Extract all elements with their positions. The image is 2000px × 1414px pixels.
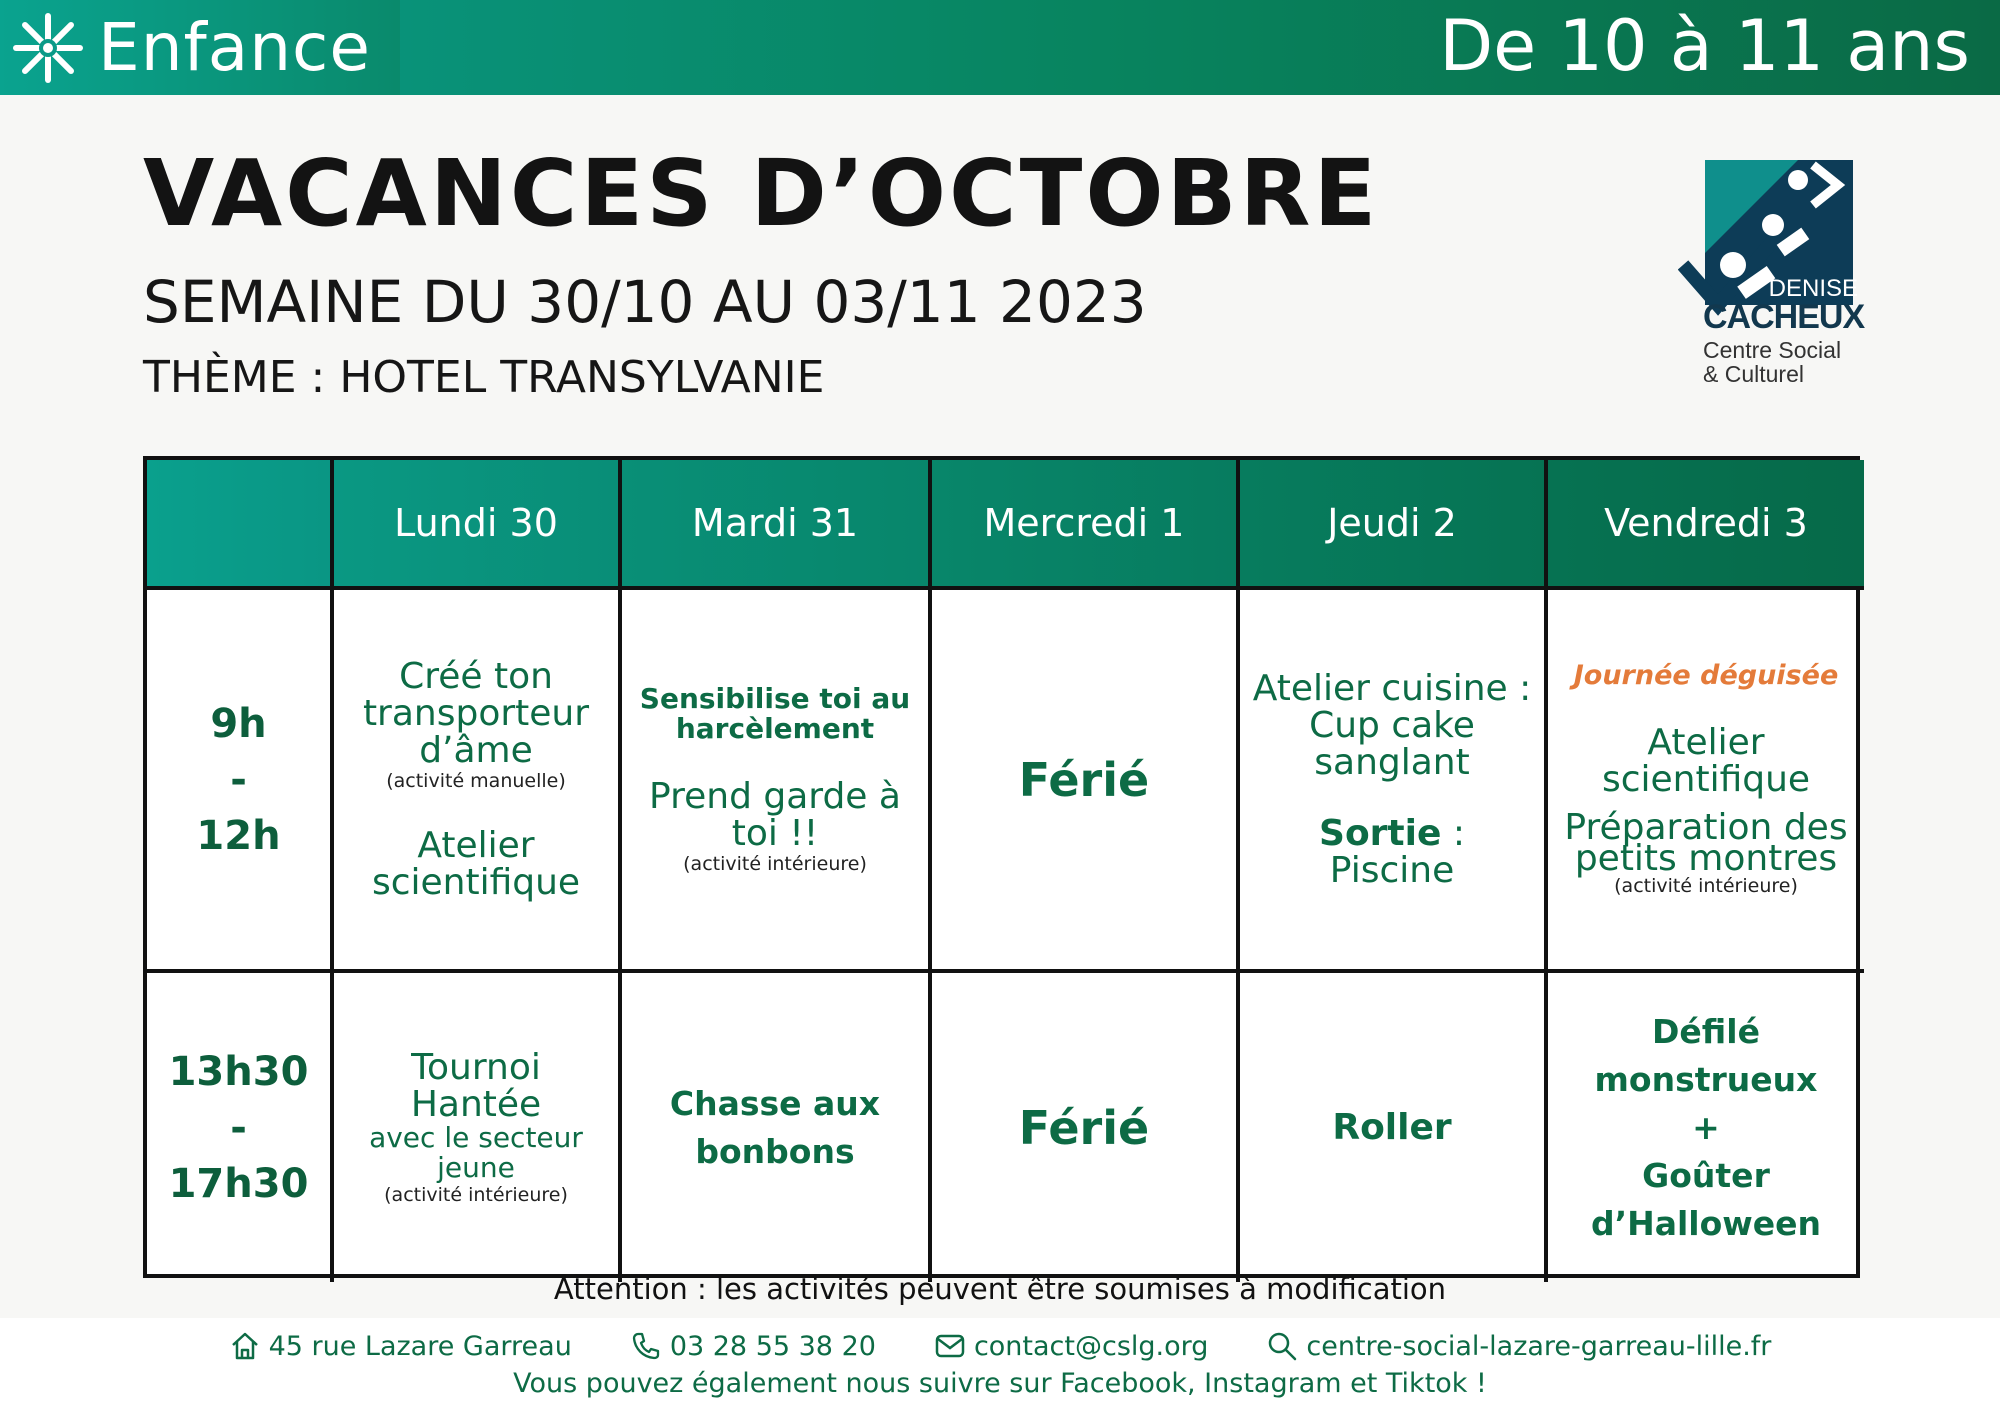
header-day-friday: Vendredi 3 — [1548, 460, 1864, 590]
asterisk-star-icon — [8, 8, 88, 88]
category-label: Enfance — [98, 9, 371, 86]
activity-cell-thu-afternoon — [1240, 973, 1548, 1282]
header-day-tuesday: Mardi 31 — [622, 460, 932, 590]
activity-cell-fri-morning — [1548, 590, 1864, 973]
activity-subtitle: avec le secteur jeune — [369, 1120, 583, 1184]
time-separator: - — [230, 1104, 247, 1151]
logo-text-culturel: & Culturel — [1703, 361, 1804, 387]
mail-icon — [934, 1330, 966, 1362]
activity-note: (activité intérieure) — [384, 1183, 568, 1206]
activity-cell-wed-morning — [932, 590, 1240, 973]
address-item — [229, 1330, 572, 1362]
website-text: centre-social-lazare-garreau-lille.fr — [1306, 1330, 1772, 1362]
time-start: 13h30 — [168, 1048, 309, 1095]
holiday-label: Férié — [1018, 752, 1150, 807]
time-cell-afternoon — [147, 973, 334, 1282]
activity-title: Chasse aux bonbons — [669, 1083, 881, 1171]
activity-title: Préparation des petits montres — [1564, 806, 1848, 879]
contact-bar — [0, 1330, 2000, 1362]
activity-title: Roller — [1332, 1106, 1452, 1148]
activity-line: Défilé — [1652, 1011, 1760, 1051]
activity-title: Piscine — [1329, 850, 1455, 891]
logo-text-denise: DENISE — [1768, 275, 1858, 302]
holiday-label: Férié — [1018, 1100, 1150, 1155]
activity-line: monstrueux — [1594, 1059, 1818, 1099]
page-title: VACANCES D’OCTOBRE — [143, 140, 1380, 247]
activity-title: Atelier scientifique — [1601, 721, 1811, 800]
time-end: 17h30 — [168, 1160, 309, 1207]
activity-note: (activité intérieure) — [683, 852, 867, 875]
header-day-monday: Lundi 30 — [334, 460, 622, 590]
activity-title: Sensibilise toi au harcèlement — [639, 681, 911, 745]
social-note: Vous pouvez également nous suivre sur Facebook, Instagram et Tiktok ! — [513, 1368, 1487, 1399]
activity-cell-tue-morning — [622, 590, 932, 973]
week-subtitle: SEMAINE DU 30/10 AU 03/11 2023 — [143, 268, 1147, 336]
logo-text-centre-social: Centre Social — [1703, 337, 1842, 363]
age-range: De 10 à 11 ans — [1439, 5, 1970, 87]
activity-cell-fri-afternoon — [1548, 973, 1864, 1282]
activity-line: d’Halloween — [1590, 1203, 1822, 1243]
activity-title: Atelier cuisine : Cup cake sanglant — [1252, 668, 1532, 783]
activity-cell-tue-afternoon — [622, 973, 932, 1282]
home-icon — [229, 1330, 261, 1362]
activity-title: Créé ton transporteur d’âme — [362, 656, 590, 771]
activity-note: (activité intérieure) — [1614, 874, 1798, 897]
schedule-table — [143, 456, 1860, 1278]
activity-line: + — [1692, 1107, 1720, 1147]
activity-cell-wed-afternoon — [932, 973, 1240, 1282]
modification-notice: Attention : les activités peuvent être soumises à modification — [553, 1272, 1447, 1306]
time-end: 12h — [196, 812, 281, 859]
phone-item[interactable] — [630, 1330, 876, 1362]
phone-icon — [630, 1330, 662, 1362]
activity-note: (activité manuelle) — [386, 770, 566, 792]
activity-title: Atelier scientifique — [371, 825, 581, 903]
header-day-wednesday: Mercredi 1 — [932, 460, 1240, 590]
header-empty-cell — [147, 460, 334, 590]
activity-title: Tournoi Hantée — [410, 1046, 542, 1125]
time-cell-morning — [147, 590, 334, 973]
time-start: 9h — [210, 700, 267, 747]
outing-colon: : — [1441, 813, 1465, 854]
website-item[interactable] — [1266, 1330, 1771, 1362]
activity-cell-mon-morning — [334, 590, 622, 973]
activity-title: Prend garde à toi !! — [649, 775, 901, 854]
centre-logo — [1678, 135, 1865, 395]
theme-line: THÈME : HOTEL TRANSYLVANIE — [143, 352, 825, 403]
activity-cell-thu-morning — [1240, 590, 1548, 973]
activity-cell-mon-afternoon — [334, 973, 622, 1282]
email-item[interactable] — [934, 1330, 1208, 1362]
time-separator: - — [230, 756, 247, 803]
logo-text-cacheux: CACHEUX — [1703, 298, 1865, 336]
category-badge — [0, 0, 400, 95]
activity-line: Goûter — [1642, 1155, 1770, 1195]
outing-label: Sortie — [1319, 813, 1442, 854]
email-text: contact@cslg.org — [973, 1330, 1209, 1362]
phone-text: 03 28 55 38 20 — [669, 1330, 876, 1362]
header-day-thursday: Jeudi 2 — [1240, 460, 1548, 590]
costume-day-tag: Journée déguisée — [1573, 659, 1839, 691]
address-text: 45 rue Lazare Garreau — [268, 1330, 572, 1362]
search-icon — [1266, 1330, 1298, 1362]
